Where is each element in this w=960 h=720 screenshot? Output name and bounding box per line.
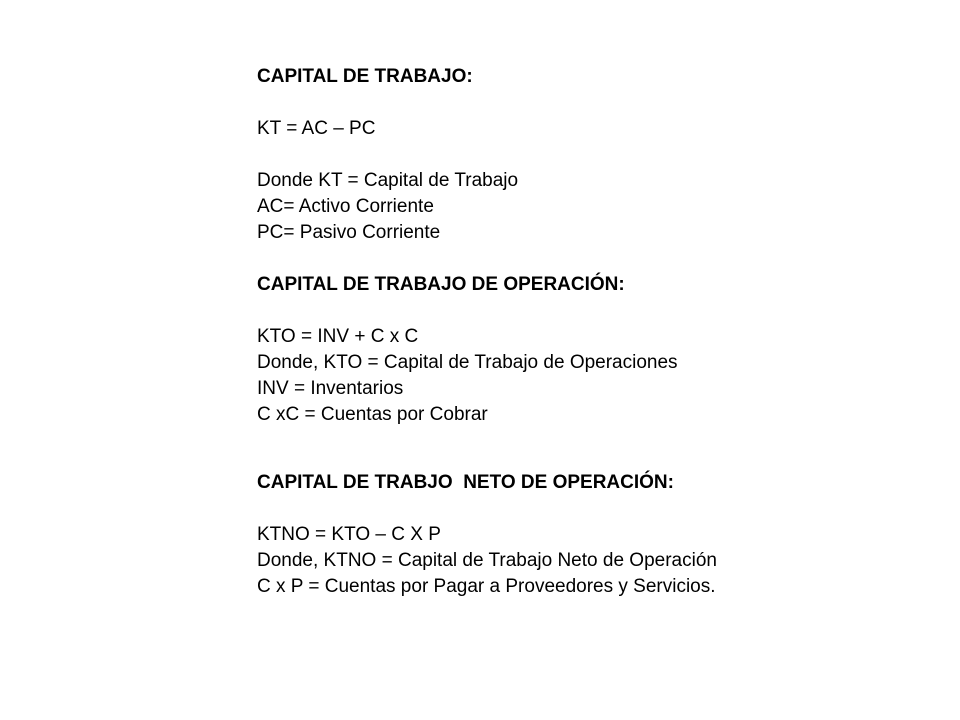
- section2-def-inv: INV = Inventarios: [257, 378, 404, 399]
- section1-formula: KT = AC – PC: [257, 118, 376, 139]
- section1-def-ac: AC= Activo Corriente: [257, 196, 434, 217]
- section1-heading: CAPITAL DE TRABAJO:: [257, 66, 473, 87]
- section1-where: Donde KT = Capital de Trabajo: [257, 170, 519, 191]
- section2-heading: CAPITAL DE TRABAJO DE OPERACIÓN:: [257, 274, 625, 295]
- spacer: [257, 496, 937, 522]
- section3-heading: CAPITAL DE TRABJO NETO DE OPERACIÓN:: [257, 472, 674, 493]
- section2-def-cxc: C xC = Cuentas por Cobrar: [257, 404, 488, 425]
- section2-formula: KTO = INV + C x C: [257, 326, 419, 347]
- section2-where: Donde, KTO = Capital de Trabajo de Operaciones: [257, 352, 678, 373]
- spacer: [257, 428, 937, 470]
- spacer: [257, 246, 937, 272]
- slide-content: [257, 64, 937, 600]
- spacer: [257, 90, 937, 116]
- spacer: [257, 142, 937, 168]
- section3-formula: KTNO = KTO – C X P: [257, 524, 441, 545]
- section3-def-cxp: C x P = Cuentas por Pagar a Proveedores y Servicios.: [257, 576, 716, 597]
- spacer: [257, 298, 937, 324]
- section1-def-pc: PC= Pasivo Corriente: [257, 222, 441, 243]
- section3-where: Donde, KTNO = Capital de Trabajo Neto de Operación: [257, 550, 717, 571]
